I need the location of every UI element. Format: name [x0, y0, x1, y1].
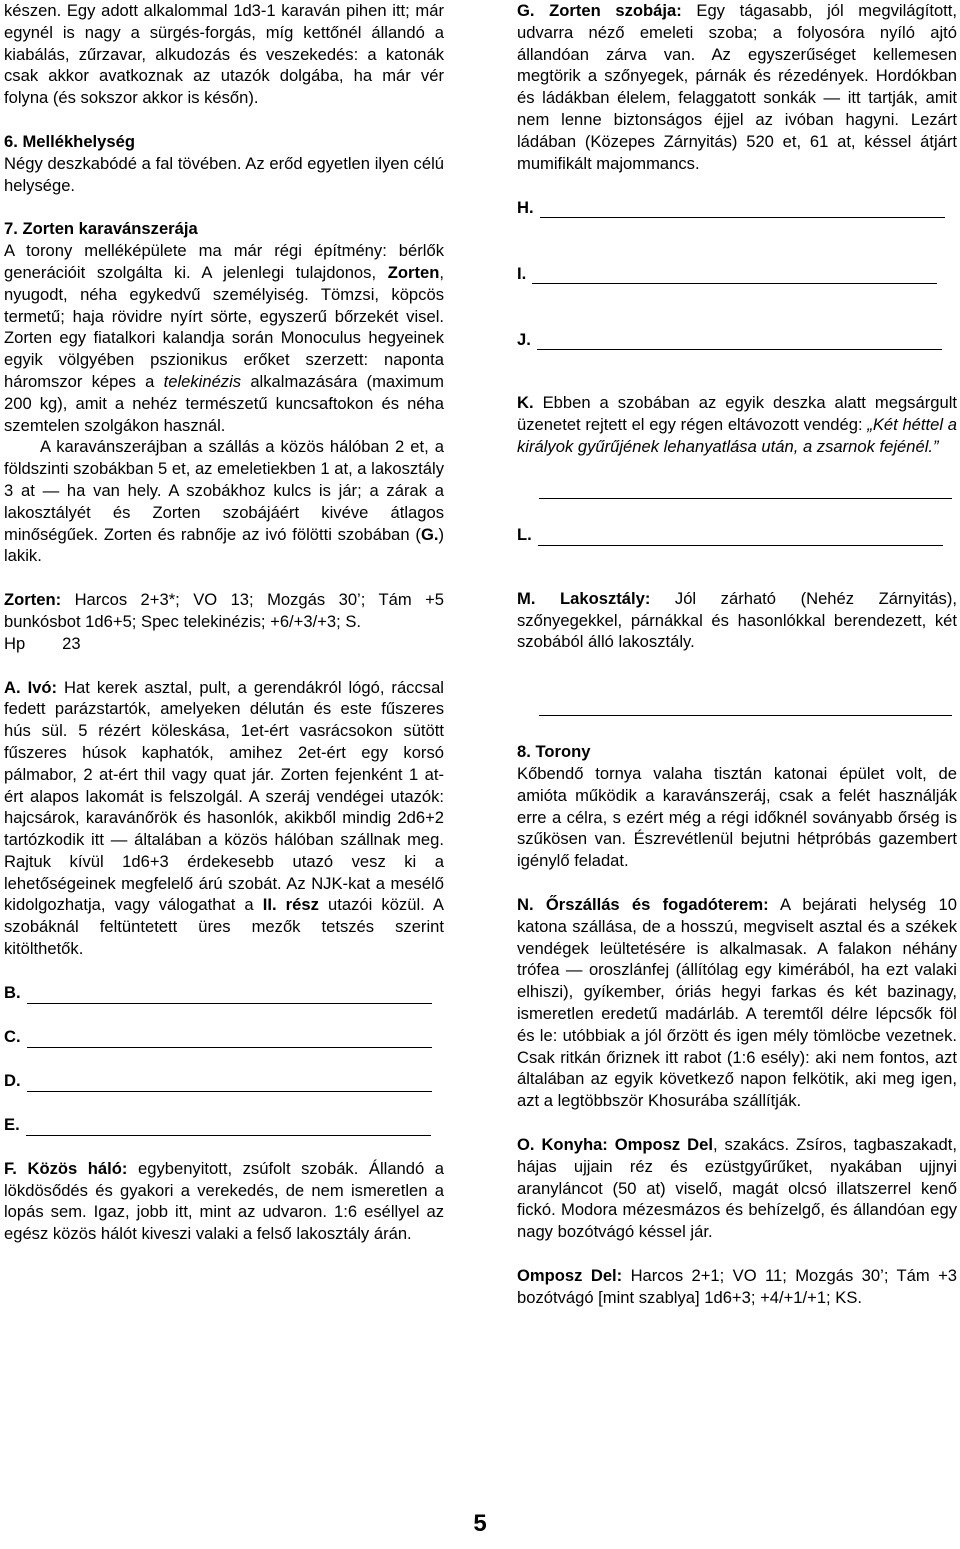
room-a-ivo: A. Ivó: Hat kerek asztal, pult, a gerendákról lógó, ráccsal fedett parázstartók, amelyeken délután és este fűszeres hús sül. 5 rézért köleskása, 1et-ért vasrácsokon sütött fűszeres húsok kaphatók, amihez 2et-ért egy korsó pálmabor, 2 at-ért thil vagy quat jár. Zorten fejenként 1 at-ért alapos lakomát is felszolgál. A szeráj vendégei utazók: hajcsárok, karavánőrök és hasonlók, akikből mindig 2d6+2 tartózkodik itt — általában a közös hálóban szállnak meg. Rajtuk kívül 1d6+3 érdekesebb utazó vesz ki a lehetőségeinek megfelelő árú szobát. Az NJK-kat a mesélő kidolgozhatja, vagy válogathat a II. rész utazói közül. A szobáknál feltüntetett üres mezők tetszés szerint kitölthetők. — [4, 677, 444, 959]
section-7-heading: 7. Zorten karavánszerája — [4, 219, 198, 239]
omposz-statblock: Omposz Del: Harcos 2+1; VO 11; Mozgás 30’; Tám +3 bozótvágó [mint szablya] 1d6+3; +4/+1/+1; KS. — [517, 1265, 957, 1307]
room-o-konyha: O. Konyha: Omposz Del, szakács. Zsíros, tagbaszakadt, hájas ujjain réz és ezüstgyűrűket, nyakában ujjnyi aranyláncot (50 at) viselő, magát olcsó illatszerrel kenő fickó. Modora mézesmázos és behízelgő, és állandóan egy nagy bozótvágó késsel jár. — [517, 1134, 957, 1242]
room-c-blank: C. — [4, 1026, 444, 1048]
room-i-blank: I. — [517, 262, 957, 284]
room-h-blank: H. — [517, 196, 957, 218]
section-7-paragraph-2: A karavánszerájban a szállás a közös hálóban 2 et, a földszinti szobákban 5 et, az emeletiekben 1 at, a lakosztály 3 at — ha van hely. A szobákhoz kulcs is jár; a zárak a lakosztályét és Zorten szobájáért kivéve átlagos minőségűek. Zorten és rabnője az ivó fölötti szobában (G.) lakik. — [4, 437, 444, 566]
zorten-statblock: Zorten: Harcos 2+3*; VO 13; Mozgás 30’; Tám +5 bunkósbot 1d6+5; Spec telekinézis; +6/+3/+3; S. — [4, 590, 444, 631]
left-column — [4, 0, 444, 1245]
room-k-text: K. Ebben a szobában az egyik deszka alatt megsárgult üzenetet rejtett el egy régen eltávozott vendég: „Két héttel a királyok gyűrűjének lehanyatlása után, a zsarnok fejénél.” — [517, 393, 957, 456]
room-g-zorten-szobaja: G. Zorten szobája: Egy tágasabb, jól megvilágított, udvarra néző emeleti szoba; a folyosóra nyíló ajtó állandóan zárva van. Az egyszerűséget kellemesen megtörik a szőnyegek, párnák és rézedények. Hordókban és ládákban élelem, felaggatott sonkák — itt tartják, amit nem lenne biztonságos éjjel az ivóban hagyni. Lezárt ládában (Közepes Zárnyitás) 520 et, 61 at, késsel átjárt mumifikált majommancs. — [517, 1, 957, 173]
section-6-heading: 6. Mellékhelység — [4, 131, 135, 151]
room-m-extra-blank — [517, 697, 957, 719]
intro-paragraph: készen. Egy adott alkalommal 1d3-1 karaván pihen itt; már egynél is nagy a sürgés-forgás, míg kettőnél állandó a kiabálás, zűrzavar, alkudozás és veszekedés: a katonák csak akkor avatkoznak az utazók dolgába, ha már vér folyna (és sokszor akkor is későn). — [4, 1, 444, 108]
room-n-orszallas: N. Őrszállás és fogadóterem: A bejárati helység 10 katona szállása, de a hosszú, megviselt asztal és a székek vendégek leültetésére is alkalmasak. A falakon néhány trófea — oroszlánfej (állítólag egy kimérából, ha ezt valaki elhiszi), gyíkember, óriás hegyi farkas és két bazinagy, ismeretlen eredetű madárláb. A teremtől délre lépcsők föl és le: utóbbiak a jól őrzött és igen mély tömlöcbe vezetnek. Csak ritkán őriznek itt rabot (1:6 esély): aki nem fontos, azt általában az egyik következő napon felkötik, aki meg igen, azt a legtöbbször Khosurába szállítják. — [517, 894, 957, 1111]
room-f-kozos-halo: F. Közös háló: egybenyitott, zsúfolt szobák. Állandó a lökdösődés és gyakori a verekedés, de nem ismeretlen a lopás sem. Igaz, jobb itt, mint az udvaron. 1:6 eséllyel az egész közös hálót kiveszi valaki a felső lakosztály árán. — [4, 1158, 445, 1244]
room-b-blank: B. — [4, 982, 444, 1004]
section-6-text: Négy deszkabódé a fal tövében. Az erőd egyetlen ilyen célú helysége. — [4, 153, 444, 195]
right-column — [517, 0, 957, 1308]
zorten-hp: Hp 23 — [4, 633, 81, 653]
room-k-extra-blank — [517, 480, 957, 502]
room-m-lakosztaly: M. Lakosztály: Jól zárható (Nehéz Zárnyitás), szőnyegekkel, párnákkal és hasonlókkal berendezett, két szobából álló lakosztály. — [517, 588, 957, 652]
section-7-paragraph-1: A torony melléképülete ma már régi építmény: bérlők generációit szolgálta ki. A jelenlegi tulajdonos, Zorten, nyugodt, néha egykedvű személyiség. Tömzsi, köpcös termetű; haja rövidre nyírt sörte, egyszerű bőrzekét visel. Zorten egy fiatalkori kalandja során Monoculus hegyeinek egyik völgyében pszionikus erőket szerzett: naponta háromszor képes a telekinézis alkalmazására (maximum 200 kg), amit a nehéz természetű kuncsaftokon és néha szemtelen szolgákon használ. — [4, 241, 444, 435]
room-l-blank: L. — [517, 524, 957, 546]
section-8-heading: 8. Torony — [517, 742, 591, 762]
room-d-blank: D. — [4, 1070, 444, 1092]
section-8-text: Kőbendő tornya valaha tisztán katonai épület volt, de amióta működik a karavánszeráj, csak a felét használják erre a célra, s ezért még a régi időknél soványabb őrség is szűkösen van. Észrevétlenül bejutni hétpróbás gazembert igénylő feladat. — [517, 763, 957, 871]
room-e-blank: E. — [4, 1114, 444, 1136]
room-j-blank: J. — [517, 328, 957, 350]
page-number: 5 — [473, 1510, 487, 1537]
